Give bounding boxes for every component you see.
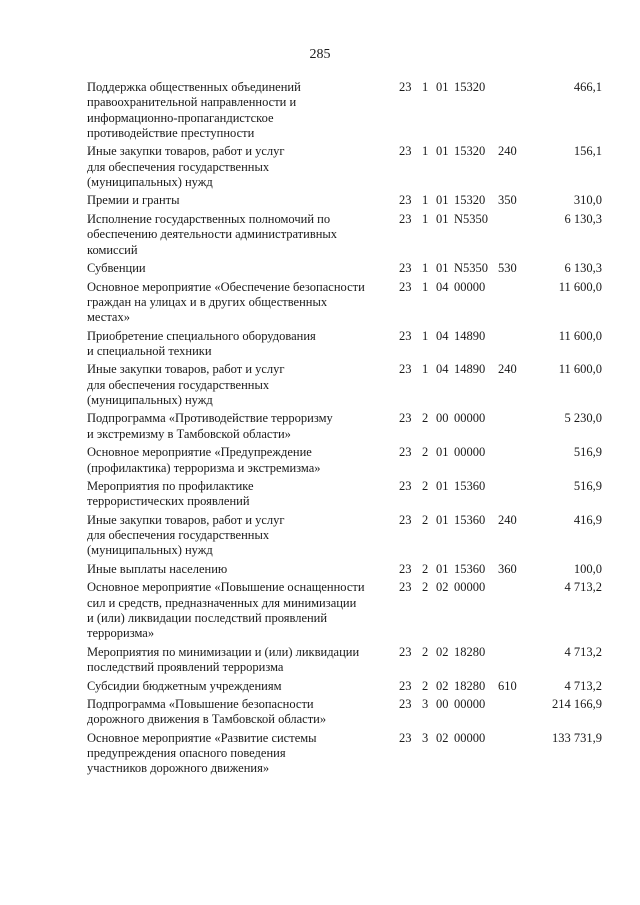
subprogram-code: 2 [422, 644, 429, 659]
expense-type-code: 610 [498, 678, 517, 693]
subprogram-code: 1 [422, 144, 429, 159]
amount-value: 11 600,0 [558, 362, 602, 377]
subprogram-code: 2 [422, 445, 429, 460]
direction-code: 14890 [454, 362, 486, 377]
row-name: Субвенции [87, 261, 146, 276]
table-row [87, 562, 602, 577]
row-name: Подпрограмма «Противодействие терроризму и экстремизму в Тамбовской области» [87, 411, 333, 441]
direction-code: 15320 [454, 80, 486, 94]
event-code: 02 [436, 730, 449, 745]
subprogram-code: 1 [422, 328, 429, 343]
amount-value: 214 166,9 [552, 696, 602, 711]
row-name: Основное мероприятие «Обеспечение безопасности граждан на улицах и в других общественных местах» [87, 279, 365, 325]
program-code: 23 [399, 211, 412, 226]
program-code: 23 [399, 80, 412, 94]
expense-type-code: 240 [498, 512, 517, 527]
amount-value: 11 600,0 [558, 279, 602, 294]
expense-type-code: 360 [498, 561, 517, 576]
table-row [87, 513, 602, 559]
subprogram-code: 2 [422, 512, 429, 527]
table-row [87, 645, 602, 676]
event-code: 01 [436, 144, 449, 159]
program-code: 23 [399, 512, 412, 527]
event-code: 01 [436, 193, 449, 208]
amount-value: 4 713,2 [564, 580, 602, 595]
direction-code: 00000 [454, 411, 486, 426]
subprogram-code: 1 [422, 362, 429, 377]
direction-code: 00000 [454, 445, 486, 460]
direction-code: N5350 [454, 211, 489, 226]
direction-code: 00000 [454, 696, 486, 711]
row-name: Иные закупки товаров, работ и услуг для обеспечения государственных (муниципальных) нужд [87, 362, 285, 407]
program-code: 23 [399, 580, 412, 595]
amount-value: 133 731,9 [552, 730, 602, 745]
row-name: Субсидии бюджетным учреждениям [87, 678, 282, 693]
program-code: 23 [399, 362, 412, 377]
table-row [87, 411, 602, 442]
budget-table [87, 80, 602, 780]
amount-value: 466,1 [573, 80, 602, 94]
subprogram-code: 2 [422, 411, 429, 426]
expense-type-code: 530 [498, 261, 517, 276]
subprogram-code: 1 [422, 261, 429, 276]
direction-code: 18280 [454, 678, 486, 693]
direction-code: 15360 [454, 561, 486, 576]
table-row [87, 212, 602, 258]
table-row [87, 580, 602, 641]
direction-code: 15320 [454, 193, 486, 208]
expense-type-code: 350 [498, 193, 517, 208]
subprogram-code: 1 [422, 80, 429, 94]
event-code: 01 [436, 512, 449, 527]
direction-code: 00000 [454, 730, 486, 745]
subprogram-code: 2 [422, 479, 429, 493]
table-row [87, 679, 602, 694]
event-code: 01 [436, 479, 449, 493]
event-code: 02 [436, 678, 449, 693]
event-code: 02 [436, 580, 449, 595]
program-code: 23 [399, 193, 412, 208]
subprogram-code: 3 [422, 730, 429, 745]
direction-code: N5350 [454, 261, 489, 276]
amount-value: 4 713,2 [564, 644, 602, 659]
table-row [87, 445, 602, 476]
event-code: 01 [436, 211, 449, 226]
amount-value: 416,9 [573, 512, 602, 527]
event-code: 04 [436, 362, 449, 377]
row-name: Иные закупки товаров, работ и услуг для обеспечения государственных (муниципальных) нужд [87, 512, 285, 558]
program-code: 23 [399, 144, 412, 159]
direction-code: 15360 [454, 479, 486, 493]
program-code: 23 [399, 328, 412, 343]
subprogram-code: 1 [422, 193, 429, 208]
event-code: 01 [436, 561, 449, 576]
table-row [87, 329, 602, 360]
row-name: Мероприятия по профилактике террористических проявлений [87, 479, 254, 509]
subprogram-code: 3 [422, 696, 429, 711]
table-row [87, 261, 602, 276]
row-name: Мероприятия по минимизации и (или) ликвидации последствий проявлений терроризма [87, 644, 360, 675]
direction-code: 15320 [454, 144, 486, 159]
table-row [87, 280, 602, 326]
program-code: 23 [399, 561, 412, 576]
row-name: Иные выплаты населению [87, 561, 228, 576]
event-code: 02 [436, 644, 449, 659]
expense-type-code: 240 [498, 362, 517, 377]
amount-value: 6 130,3 [564, 261, 602, 276]
amount-value: 100,0 [573, 561, 602, 576]
event-code: 00 [436, 696, 449, 711]
table-row [87, 193, 602, 208]
direction-code: 18280 [454, 644, 486, 659]
amount-value: 310,0 [573, 193, 602, 208]
direction-code: 00000 [454, 279, 486, 294]
row-name: Исполнение государственных полномочий по обеспечению деятельности административных комиссий [87, 211, 338, 257]
table-row [87, 144, 602, 190]
direction-code: 15360 [454, 512, 486, 527]
program-code: 23 [399, 678, 412, 693]
amount-value: 5 230,0 [564, 411, 602, 426]
table-row [87, 731, 602, 777]
row-name: Приобретение специального оборудования и специальной техники [87, 328, 316, 358]
program-code: 23 [399, 644, 412, 659]
event-code: 04 [436, 279, 449, 294]
row-name: Основное мероприятие «Развитие системы предупреждения опасного поведения участников дорожного движения» [87, 730, 317, 776]
program-code: 23 [399, 445, 412, 460]
program-code: 23 [399, 730, 412, 745]
amount-value: 156,1 [573, 144, 602, 159]
program-code: 23 [399, 411, 412, 426]
subprogram-code: 1 [422, 279, 429, 294]
table-row [87, 80, 602, 141]
program-code: 23 [399, 279, 412, 294]
amount-value: 11 600,0 [558, 328, 602, 343]
event-code: 01 [436, 261, 449, 276]
table-row [87, 479, 602, 510]
amount-value: 516,9 [573, 479, 602, 493]
row-name: Иные закупки товаров, работ и услуг для обеспечения государственных (муниципальных) нужд [87, 144, 285, 189]
direction-code: 00000 [454, 580, 486, 595]
amount-value: 516,9 [573, 445, 602, 460]
subprogram-code: 2 [422, 561, 429, 576]
subprogram-code: 2 [422, 580, 429, 595]
subprogram-code: 1 [422, 211, 429, 226]
row-name: Поддержка общественных объединений правоохранительной направленности и информационно-пропагандистское противодействие преступности [87, 80, 301, 140]
direction-code: 14890 [454, 328, 486, 343]
subprogram-code: 2 [422, 678, 429, 693]
row-name: Подпрограмма «Повышение безопасности дорожного движения в Тамбовской области» [87, 696, 327, 727]
table-row [87, 362, 602, 408]
row-name: Основное мероприятие «Предупреждение (профилактика) терроризма и экстремизма» [87, 445, 321, 475]
event-code: 01 [436, 80, 449, 94]
table-row [87, 697, 602, 728]
row-name: Основное мероприятие «Повышение оснащенности сил и средств, предназначенных для минимизации и (или) ликвидации последствий проявлений терроризма» [87, 580, 365, 641]
page-number: 285 [309, 47, 331, 62]
amount-value: 4 713,2 [564, 678, 602, 693]
expense-type-code: 240 [498, 144, 517, 159]
program-code: 23 [399, 261, 412, 276]
event-code: 00 [436, 411, 449, 426]
event-code: 04 [436, 328, 449, 343]
program-code: 23 [399, 479, 412, 493]
row-name: Премии и гранты [87, 193, 180, 208]
event-code: 01 [436, 445, 449, 460]
program-code: 23 [399, 696, 412, 711]
amount-value: 6 130,3 [564, 211, 602, 226]
